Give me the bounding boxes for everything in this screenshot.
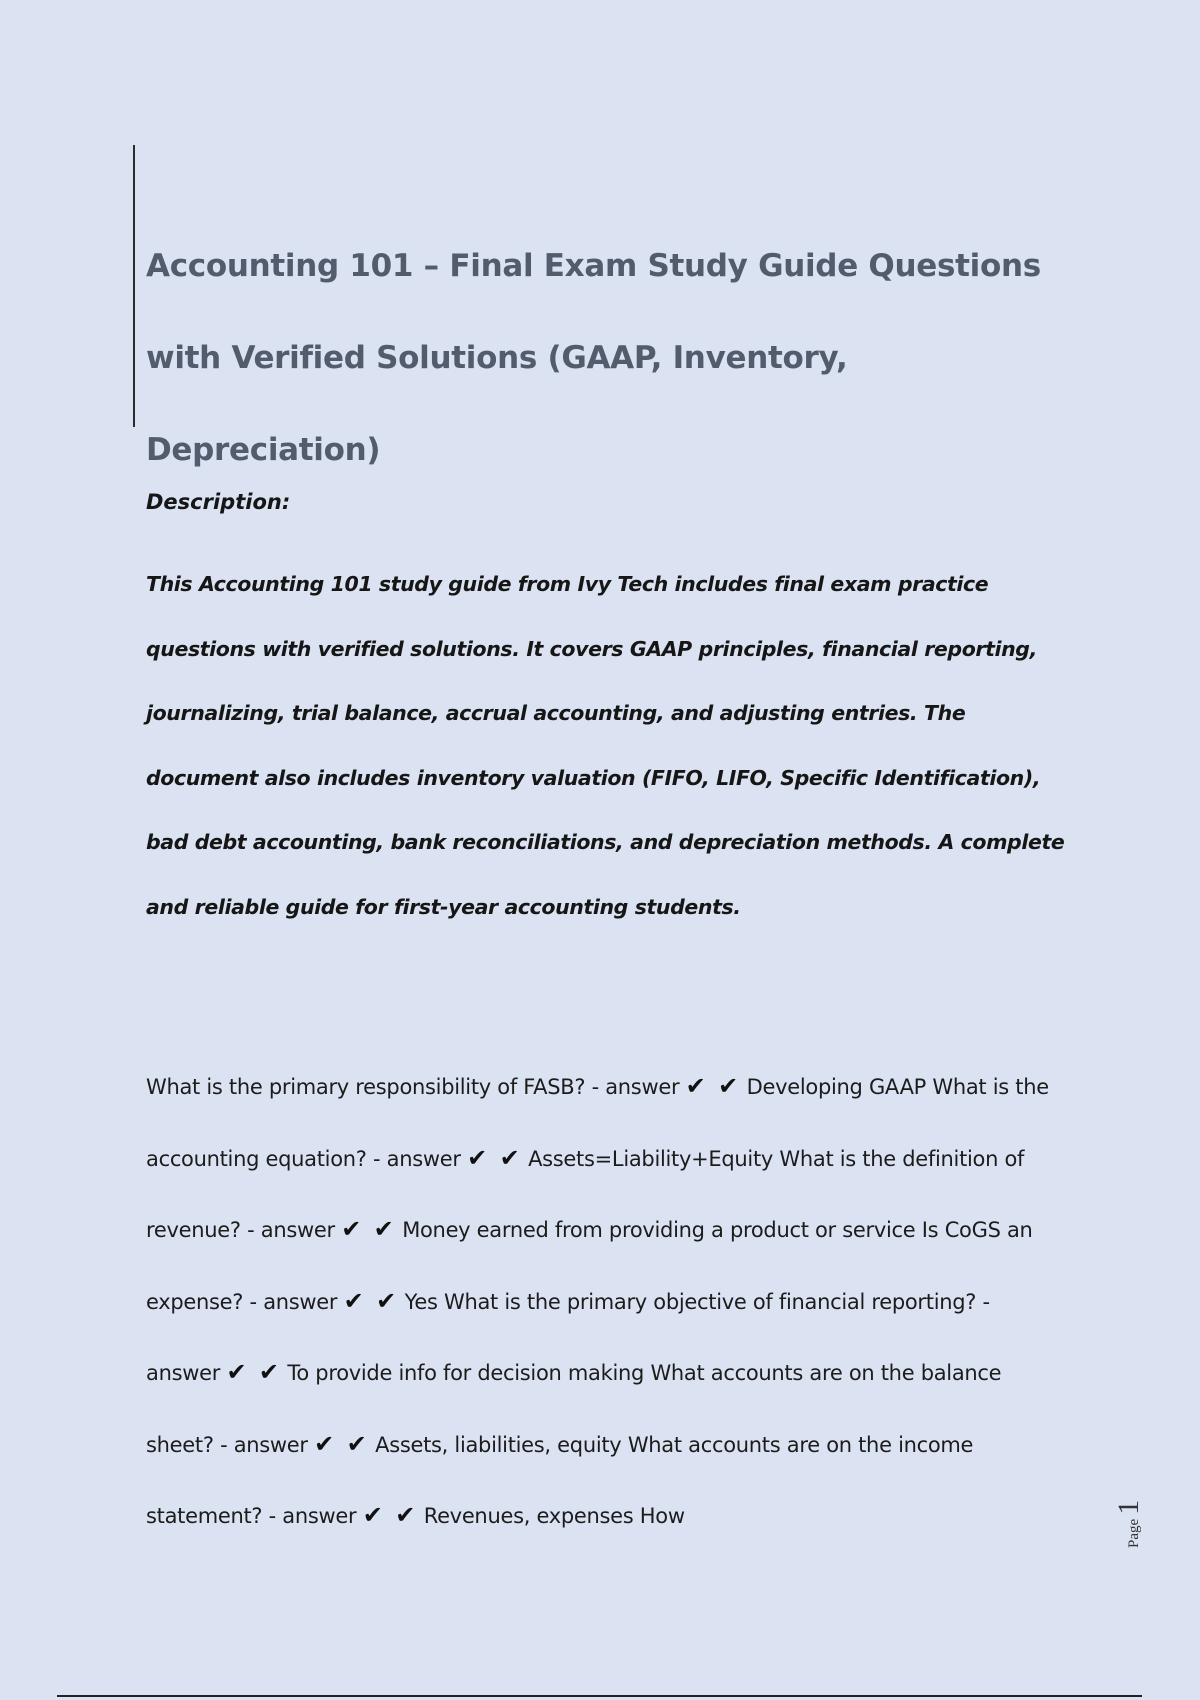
footer-rule: [57, 1695, 1142, 1697]
qa-body: [146, 1051, 1066, 1552]
answer-text: Revenues, expenses: [423, 1504, 634, 1528]
question-text: Is CoGS an expense?: [146, 1218, 1033, 1314]
description-label: Description:: [146, 490, 291, 514]
answer-text: Yes: [404, 1289, 438, 1314]
question-text: What is the primary objective of financial reporting?: [444, 1289, 977, 1314]
qa-item: [146, 1072, 926, 1100]
page-label: Page: [1126, 1518, 1142, 1548]
answer-text: To provide info for decision making: [287, 1361, 645, 1385]
document-title: Accounting 101 – Final Exam Study Guide Questions with Verified Solutions (GAAP, Inventory, Depreciation): [146, 248, 1041, 468]
check-icon: ✔ ✔: [467, 1143, 522, 1172]
answer-marker: - answer: [591, 1075, 680, 1099]
check-icon: ✔ ✔: [362, 1501, 418, 1529]
answer-text: Money earned from providing a product or service: [402, 1218, 916, 1242]
check-icon: ✔ ✔: [685, 1072, 741, 1100]
check-icon: ✔ ✔: [314, 1429, 369, 1458]
answer-text: Assets, liabilities, equity: [375, 1432, 622, 1457]
question-text: What is the definition of revenue?: [146, 1146, 1025, 1242]
answer-marker: - answer: [249, 1289, 338, 1314]
answer-marker: - answer: [268, 1504, 357, 1528]
answer-text: Developing GAAP: [746, 1075, 926, 1099]
answer-marker: - answer: [373, 1146, 461, 1171]
page-number-marker: [1112, 1500, 1146, 1548]
answer-marker: - answer: [247, 1218, 335, 1242]
check-icon: ✔ ✔: [343, 1286, 399, 1315]
question-text: What accounts are on the balance sheet?: [146, 1361, 1002, 1457]
question-text: What is the primary responsibility of FASB?: [146, 1075, 586, 1099]
page-number: 1: [1112, 1499, 1145, 1515]
trailing-text: How: [639, 1504, 685, 1528]
question-text: What is the accounting equation?: [146, 1075, 1049, 1171]
description-text: This Accounting 101 study guide from Ivy Tech includes final exam practice questions with verified solutions. It covers GAAP principles, financial reporting, journalizing, trial balance, accrual accounting, and adjusting entries. The document also includes inventory valuation (FIFO, LIFO, Specific Identification), bad debt accounting, bank reconciliations, and depreciation methods. A complete and reliable guide for first-year accounting students.: [146, 572, 1065, 919]
check-icon: ✔ ✔: [341, 1215, 396, 1243]
answer-text: Assets=Liability+Equity: [528, 1146, 774, 1171]
check-icon: ✔ ✔: [226, 1358, 282, 1386]
question-text: What accounts are on the income statement?: [146, 1432, 974, 1528]
title-vertical-rule: [133, 145, 135, 427]
answer-marker: - answer: [146, 1289, 990, 1385]
answer-marker: - answer: [220, 1432, 308, 1457]
